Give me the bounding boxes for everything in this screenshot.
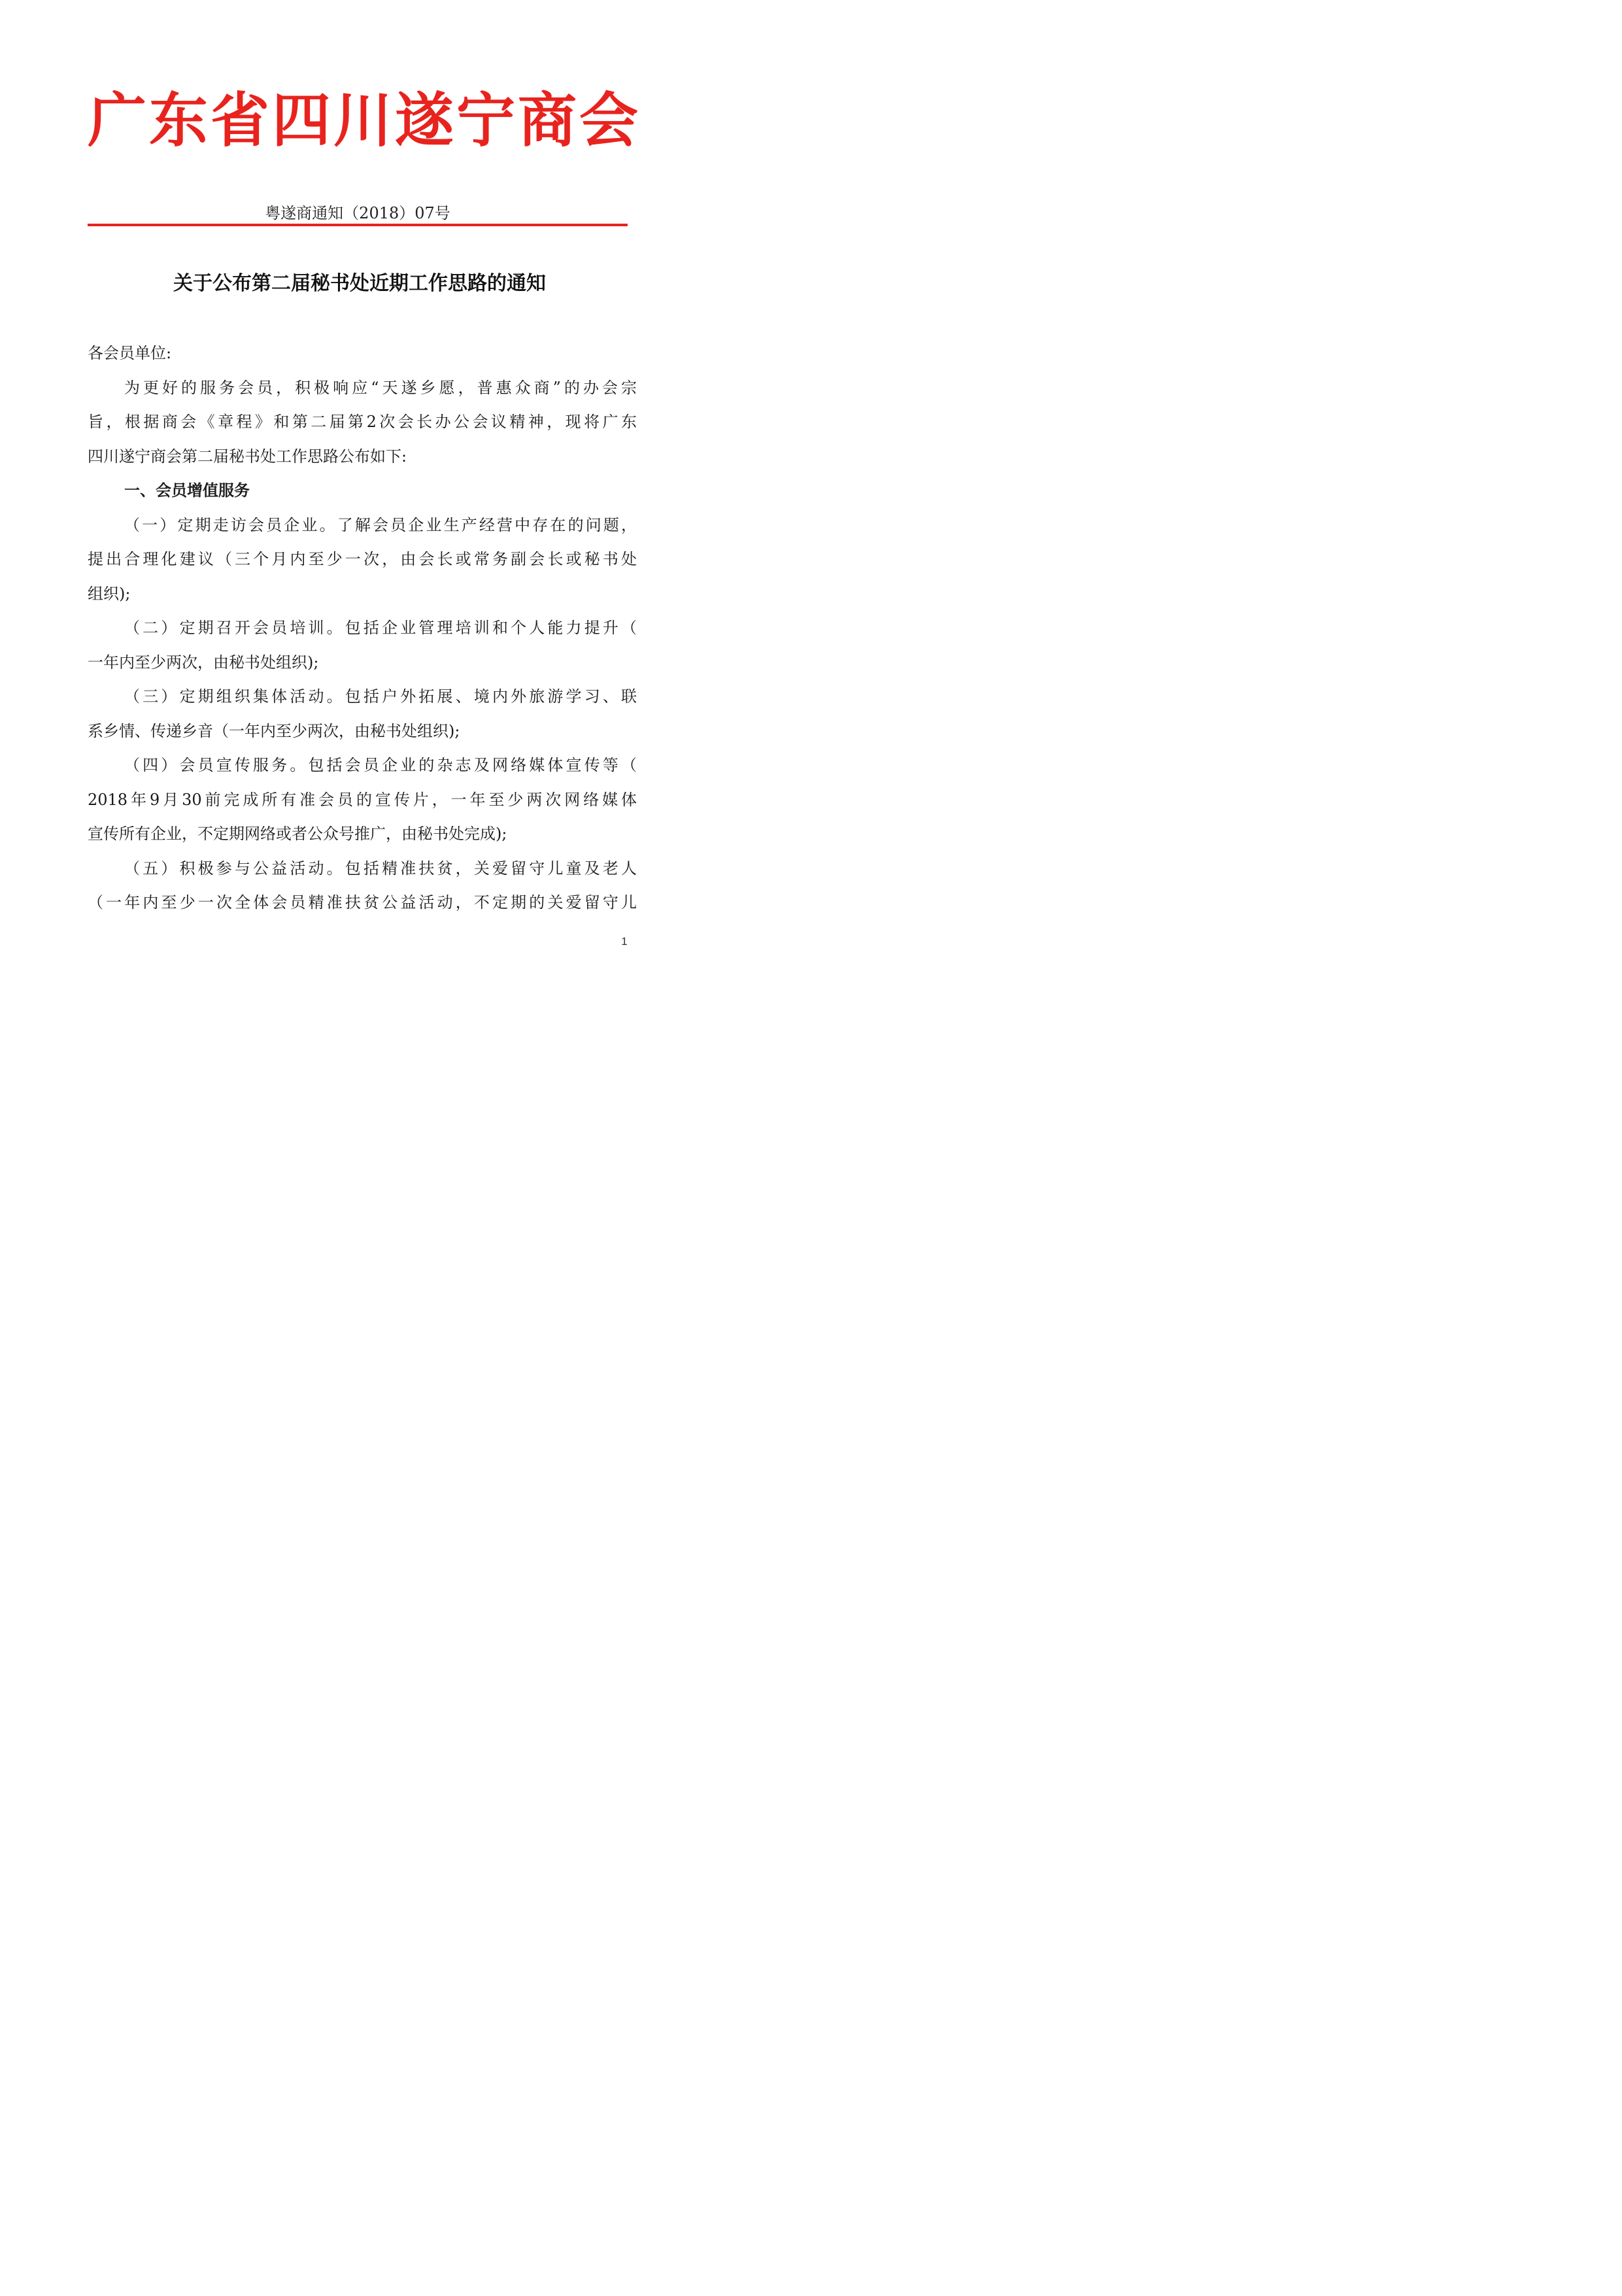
salutation: 各会员单位: xyxy=(88,344,172,362)
paragraph-line: （五）积极参与公益活动。包括精准扶贫，关爱留守儿童及老人 xyxy=(124,859,637,878)
notice-body xyxy=(88,336,637,920)
paragraph-line: （三）定期组织集体活动。包括户外拓展、境内外旅游学习、联 xyxy=(124,687,637,706)
org-masthead: 广东省四川遂宁商会 xyxy=(88,86,641,155)
paragraph-line: 宣传所有企业，不定期网络或者公众号推广，由秘书处完成); xyxy=(88,825,507,843)
paragraph-line: 为更好的服务会员，积极响应“天遂乡愿，普惠众商”的办会宗 xyxy=(124,378,637,397)
paragraph-line: 系乡情、传递乡音（一年内至少两次，由秘书处组织); xyxy=(88,721,460,740)
paragraph-line: 2018年9月30前完成所有准会员的宣传片，一年至少两次网络媒体 xyxy=(88,790,637,809)
paragraph-line: （一年内至少一次全体会员精准扶贫公益活动，不定期的关爱留守儿 xyxy=(88,893,637,912)
paragraph-line: 组织); xyxy=(88,584,131,603)
paragraph-line: 提出合理化建议（三个月内至少一次，由会长或常务副会长或秘书处 xyxy=(88,550,637,568)
document-page xyxy=(0,0,719,1018)
paragraph-line: （四）会员宣传服务。包括会员企业的杂志及网络媒体宣传等（ xyxy=(124,756,637,774)
section-heading: 一、会员增值服务 xyxy=(124,481,250,500)
paragraph-line: 四川遂宁商会第二届秘书处工作思路公布如下: xyxy=(88,447,407,466)
notice-title: 关于公布第二届秘书处近期工作思路的通知 xyxy=(173,272,546,295)
paragraph-line: 一年内至少两次，由秘书处组织); xyxy=(88,653,319,672)
red-divider-line xyxy=(88,224,628,226)
document-number: 粤遂商通知（2018）07号 xyxy=(265,204,450,222)
page-number: 1 xyxy=(621,935,628,948)
paragraph-line: （一）定期走访会员企业。了解会员企业生产经营中存在的问题， xyxy=(124,515,637,534)
paragraph-line: 旨，根据商会《章程》和第二届第2次会长办公会议精神，现将广东 xyxy=(88,413,637,431)
paragraph-line: （二）定期召开会员培训。包括企业管理培训和个人能力提升（ xyxy=(124,619,637,637)
